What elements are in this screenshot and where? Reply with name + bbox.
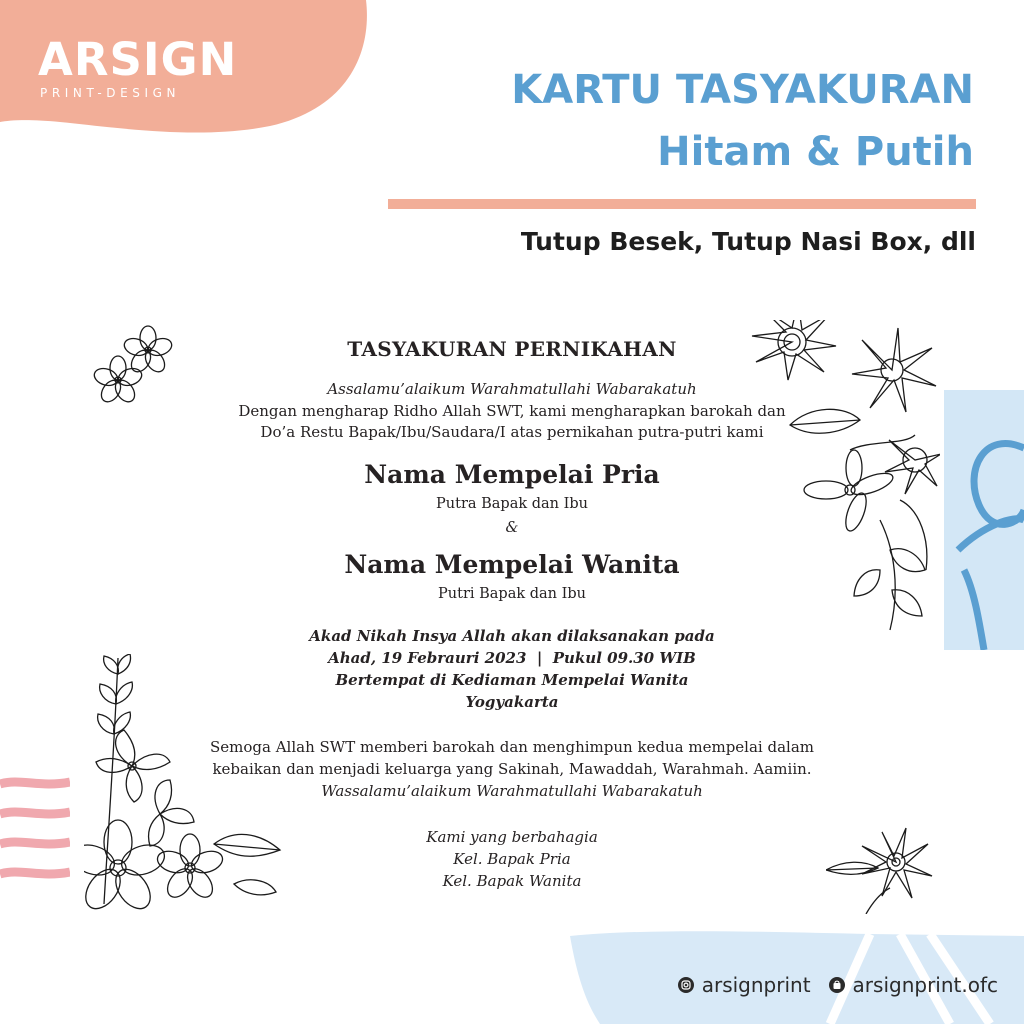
signature-bride-family: Kel. Bapak Wanita [442,872,582,890]
brand-logo [38,33,238,100]
instagram-link[interactable] [678,973,811,997]
prayer-line-1: Semoga Allah SWT memberi barokah dan menghimpun kedua mempelai dalam [210,738,814,756]
shopping-bag-icon [829,977,845,993]
opening-greeting: Assalamu’alaikum Warahmatullahi Wabarakatuh [327,380,697,398]
shop-handle: arsignprint.ofc [852,973,998,997]
closing-greeting: Wassalamu’alaikum Warahmatullahi Wabarakatuh [321,782,703,800]
instagram-icon [678,977,694,993]
event-city: Yogyakarta [465,693,559,711]
bride-name: Nama Mempelai Wanita [344,550,680,579]
intro-line-2: Do’a Restu Bapak/Ibu/Saudara/I atas pernikahan putra-putri kami [260,423,764,441]
ampersand: & [505,520,519,536]
social-footer [678,970,998,1000]
pink-stripes-decoration [0,770,70,900]
signature-intro: Kami yang berbahagia [426,828,598,846]
prayer-line-2: kebaikan dan menjadi keluarga yang Sakinah, Mawaddah, Warahmah. Aamiin. [212,760,812,778]
product-tagline: Tutup Besek, Tutup Nasi Box, dll [520,227,976,256]
page-subtitle: Hitam & Putih [657,129,974,175]
shop-link[interactable] [829,973,998,997]
header-divider [388,199,976,209]
instagram-handle: arsignprint [701,973,811,997]
logo-wordmark: ARSIGN [38,33,238,86]
signature-groom-family: Kel. Bapak Pria [453,850,571,868]
invitation-heading: TASYAKURAN PERNIKAHAN [347,337,677,361]
logo-tagline: PRINT-DESIGN [40,86,181,100]
event-date-time: Ahad, 19 Febrauri 2023 | Pukul 09.30 WIB [328,649,696,667]
intro-line-1: Dengan mengharap Ridho Allah SWT, kami mengharapkan barokah dan [238,402,786,420]
light-blue-a-decoration [570,900,1024,1024]
event-line-1: Akad Nikah Insya Allah akan dilaksanakan pada [309,627,715,645]
page-title: KARTU TASYAKURAN [511,67,974,113]
event-venue: Bertempat di Kediaman Mempelai Wanita [335,671,689,689]
blue-wave-decoration [944,320,1024,650]
groom-name: Nama Mempelai Pria [364,460,660,489]
invitation-card [84,320,940,914]
groom-parents: Putra Bapak dan Ibu [436,496,588,512]
bride-parents: Putri Bapak dan Ibu [438,586,586,602]
